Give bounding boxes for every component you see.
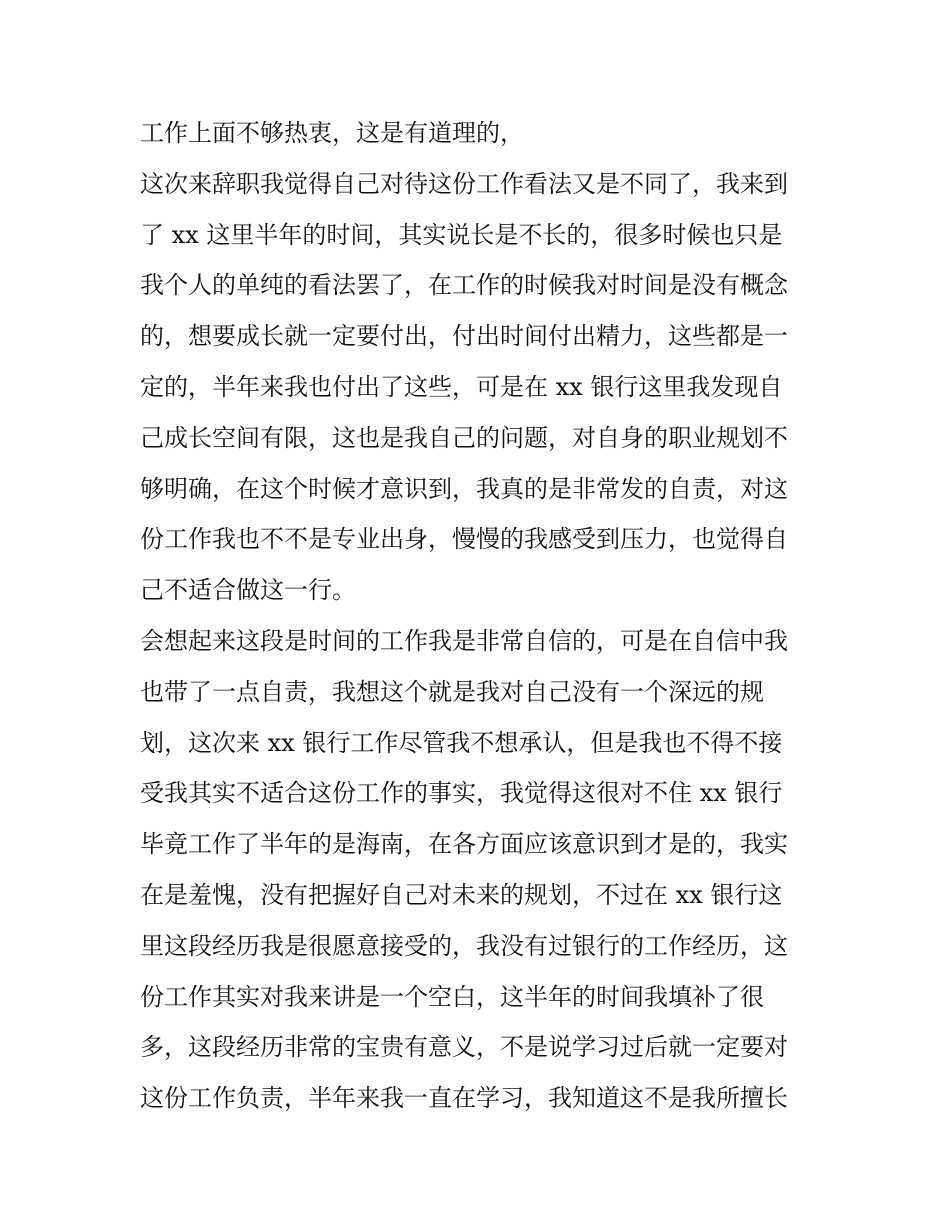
text-line: 这份工作负责，半年来我一直在学习，我知道这不是我所擅长 [140, 1084, 788, 1113]
text-line: 多，这段经历非常的宝贵有意义，不是说学习过后就一定要对 [140, 1033, 788, 1062]
text-line: 会想起来这段是时间的工作我是非常自信的，可是在自信中我 [140, 626, 788, 655]
text-line: 份工作其实对我来讲是一个空白，这半年的时间我填补了很 [140, 982, 764, 1011]
text-line: 的，想要成长就一定要付出，付出时间付出精力，这些都是一 [140, 322, 788, 351]
text-line: 在是羞愧，没有把握好自己对未来的规划，不过在 xx 银行这 [140, 880, 783, 909]
text-line: 我个人的单纯的看法罢了，在工作的时候我对时间是没有概念 [140, 271, 788, 300]
text-line: 这次来辞职我觉得自己对待这份工作看法又是不同了，我来到 [140, 169, 788, 198]
text-line: 划，这次来 xx 银行工作尽管我不想承认，但是我也不得不接 [140, 728, 783, 757]
text-line: 己成长空间有限，这也是我自己的问题，对自身的职业规划不 [140, 423, 788, 452]
text-line: 定的，半年来我也付出了这些，可是在 xx 银行这里我发现自 [140, 372, 783, 401]
text-line: 够明确，在这个时候才意识到，我真的是非常发的自责，对这 [140, 474, 788, 503]
text-line: 受我其实不适合这份工作的事实，我觉得这很对不住 xx 银行 [140, 779, 783, 808]
text-line: 份工作我也不不是专业出身，慢慢的我感受到压力，也觉得自 [140, 525, 788, 554]
text-line: 里这段经历我是很愿意接受的，我没有过银行的工作经历，这 [140, 931, 788, 960]
text-line: 己不适合做这一行。 [140, 576, 356, 605]
text-line: 毕竟工作了半年的是海南，在各方面应该意识到才是的，我实 [140, 830, 788, 859]
text-line: 工作上面不够热衷，这是有道理的， [140, 119, 524, 147]
text-line: 了 xx 这里半年的时间，其实说长是不长的，很多时候也只是 [140, 220, 783, 249]
text-line: 也带了一点自责，我想这个就是我对自己没有一个深远的规 [140, 677, 764, 706]
body-text [140, 108, 820, 1124]
